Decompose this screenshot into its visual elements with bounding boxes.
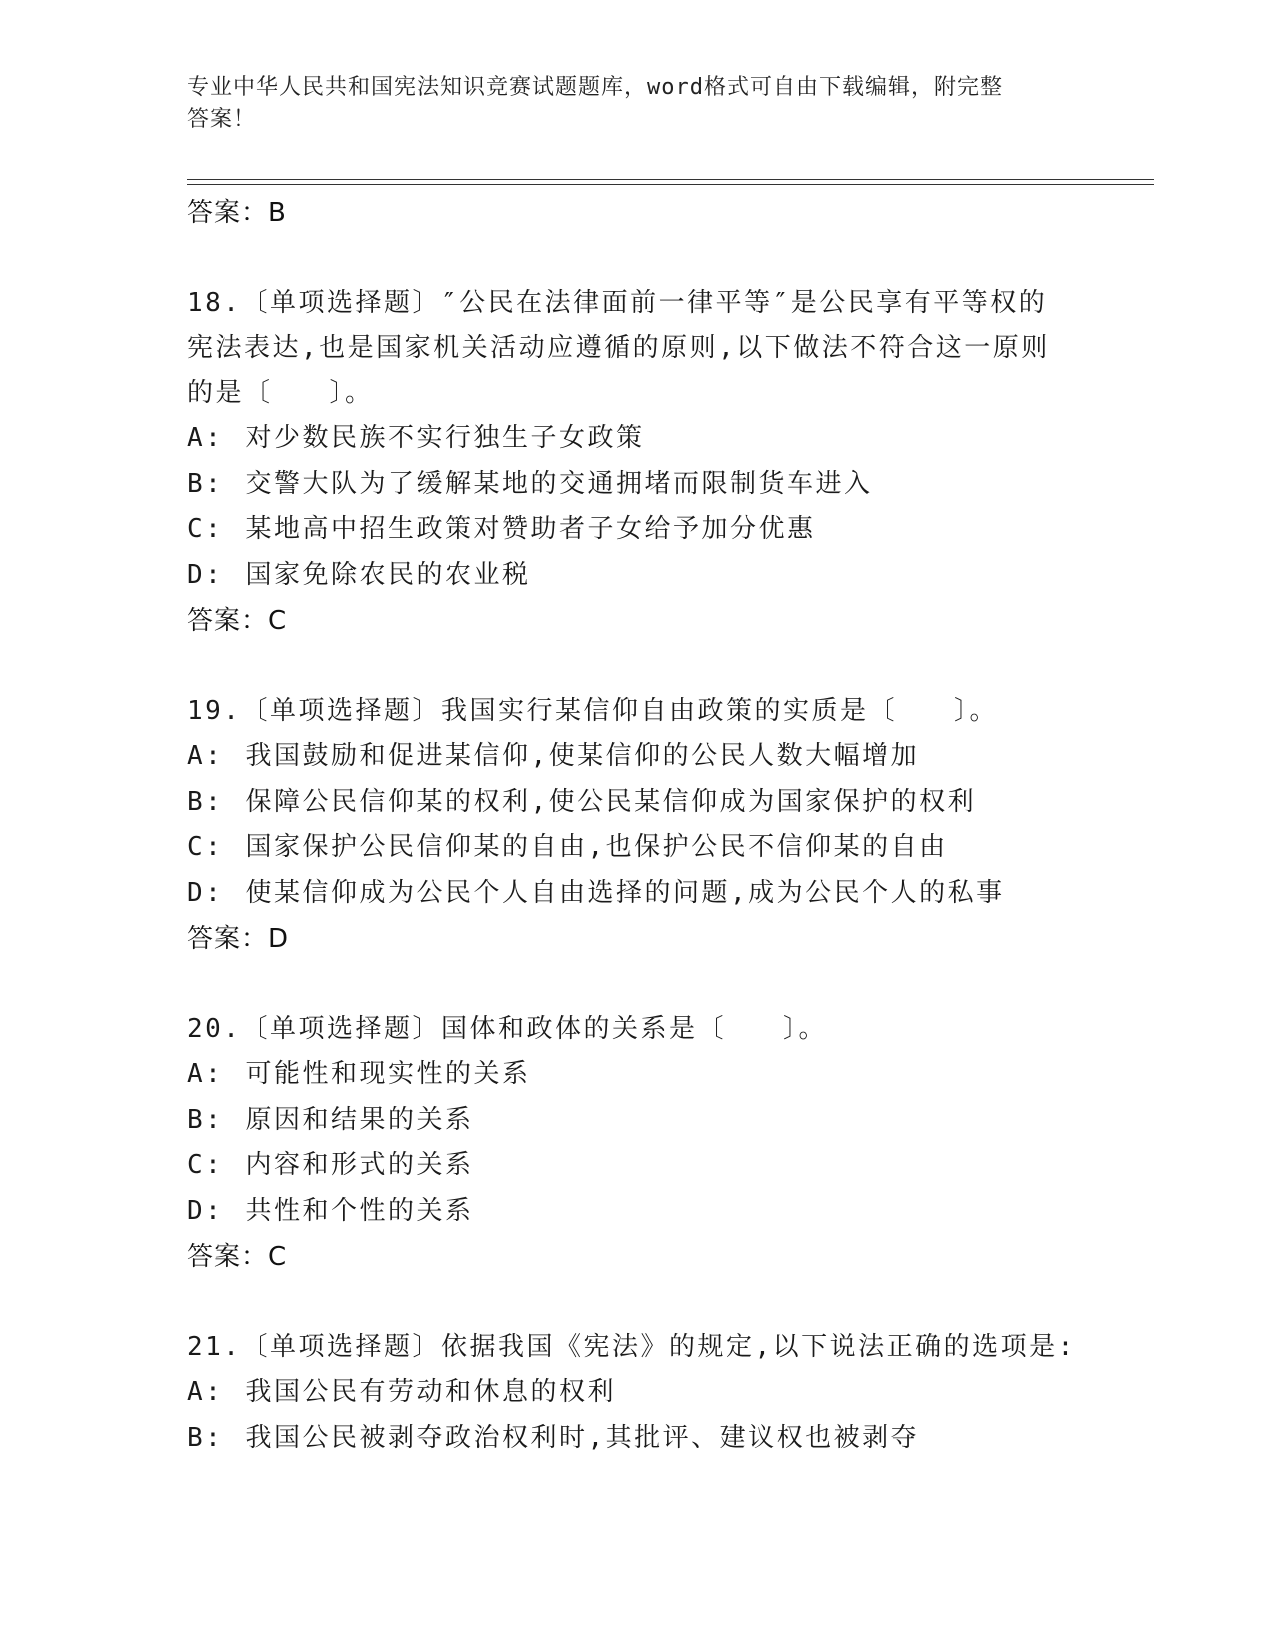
document-body: [187, 190, 1087, 1461]
option-text: 国家保护公民信仰某的自由,也保护公民不信仰某的自由: [245, 832, 948, 862]
option-d: [187, 1189, 1087, 1235]
option-key: B:: [187, 1422, 224, 1453]
question-block: [187, 1325, 1087, 1461]
option-text: 某地高中招生政策对赞助者子女给予加分优惠: [245, 514, 816, 544]
option-key: A:: [187, 423, 224, 453]
option-c: [187, 507, 1087, 553]
option-text: 国家免除农民的农业税: [245, 559, 531, 590]
question-line: 的是〔 〕。: [187, 378, 374, 408]
option-a: [187, 734, 1087, 780]
option-b: [187, 1416, 1087, 1462]
option-key: A:: [187, 741, 224, 771]
option-key: D:: [187, 877, 224, 908]
option-a: [187, 1052, 1087, 1098]
option-a: [187, 416, 1087, 462]
question-line: 19.〔单项选择题〕我国实行某信仰自由政策的实质是〔 〕。: [187, 696, 998, 726]
question-block: [187, 1007, 1087, 1280]
option-text: 共性和个性的关系: [245, 1195, 474, 1226]
option-text: 保障公民信仰某的权利,使公民某信仰成为国家保护的权利: [245, 786, 977, 817]
option-text: 我国鼓励和促进某信仰,使某信仰的公民人数大幅增加: [245, 741, 920, 771]
question-line: 宪法表达,也是国家机关活动应遵循的原则,以下做法不符合这一原则: [187, 333, 1050, 363]
option-key: C:: [187, 1150, 224, 1180]
question-text: [187, 281, 1087, 416]
option-b: [187, 462, 1087, 508]
option-d: [187, 553, 1087, 599]
question-line: 20.〔单项选择题〕国体和政体的关系是〔 〕。: [187, 1014, 827, 1044]
question-line: 18.〔单项选择题〕″公民在法律面前一律平等″是公民享有平等权的: [187, 288, 1048, 318]
option-key: C:: [187, 514, 224, 544]
option-b: [187, 1098, 1087, 1144]
option-text: 可能性和现实性的关系: [245, 1059, 531, 1089]
question-text: [187, 689, 1087, 734]
answer-line: 答案：C: [187, 1242, 288, 1272]
option-d: [187, 871, 1087, 917]
option-text: 我国公民被剥夺政治权利时,其批评、建议权也被剥夺: [245, 1422, 920, 1453]
header-rule-top: [187, 179, 1154, 180]
option-c: [187, 1143, 1087, 1189]
option-text: 对少数民族不实行独生子女政策: [245, 423, 645, 453]
option-a: [187, 1370, 1087, 1416]
option-key: A:: [187, 1059, 224, 1089]
option-key: C:: [187, 832, 224, 862]
option-text: 交警大队为了缓解某地的交通拥堵而限制货车进入: [245, 468, 873, 499]
option-key: D:: [187, 1195, 224, 1226]
question-block: [187, 689, 1087, 962]
option-text: 我国公民有劳动和休息的权利: [245, 1377, 616, 1407]
option-text: 原因和结果的关系: [245, 1104, 474, 1135]
answer-line: 答案：C: [187, 606, 288, 636]
question-block: [187, 281, 1087, 644]
document-header: [187, 72, 1087, 136]
option-text: 内容和形式的关系: [245, 1150, 474, 1180]
option-key: B:: [187, 1104, 224, 1135]
option-key: B:: [187, 786, 224, 817]
header-line-1: 专业中华人民共和国宪法知识竞赛试题题库，word格式可自由下载编辑，附完整: [187, 75, 1003, 100]
question-line: 21.〔单项选择题〕依据我国《宪法》的规定,以下说法正确的选项是:: [187, 1332, 1076, 1362]
header-rule-bottom: [187, 184, 1154, 185]
option-b: [187, 780, 1087, 826]
option-c: [187, 825, 1087, 871]
option-key: D:: [187, 559, 224, 590]
option-key: A:: [187, 1377, 224, 1407]
header-line-2: 答案！: [187, 107, 257, 132]
answer-line: 答案：D: [187, 924, 290, 954]
question-text: [187, 1325, 1087, 1370]
option-key: B:: [187, 468, 224, 499]
answer-line: 答案：B: [187, 198, 287, 228]
question-text: [187, 1007, 1087, 1052]
option-text: 使某信仰成为公民个人自由选择的问题,成为公民个人的私事: [245, 877, 1005, 908]
